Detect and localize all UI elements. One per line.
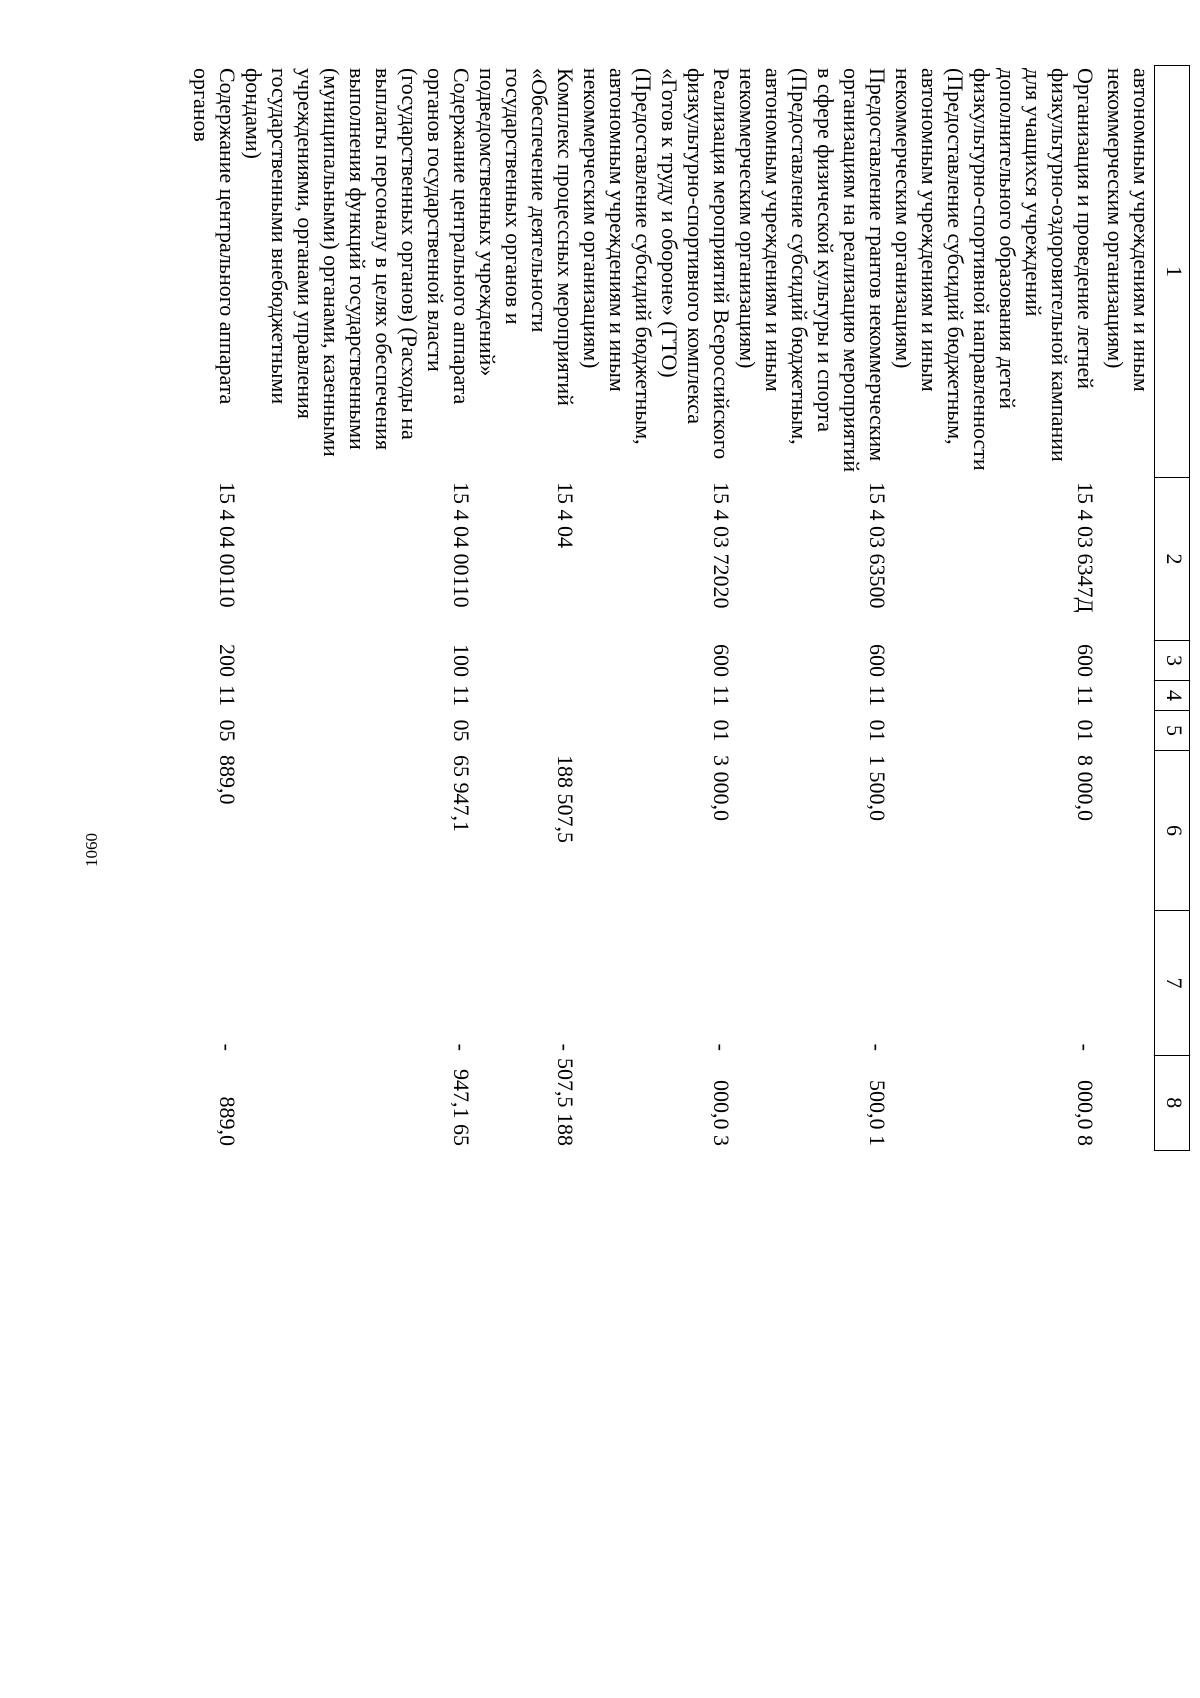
row-amount-col7: - (865, 1043, 891, 1051)
table-row (189, 66, 241, 1151)
row-description: автономным учреждениям и иным некоммерческим организациям) (1103, 68, 1154, 392)
row-expense-type: 600 (709, 644, 735, 677)
budget-table-sheet (155, 65, 1190, 1645)
row-subsection: 05 (215, 719, 241, 742)
header-col-5: 5 (1155, 711, 1190, 751)
header-col-4: 4 (1155, 681, 1190, 711)
row-amount-col7: - (1073, 1043, 1099, 1051)
row-description: Содержание центрального аппарата органов государственной власти (государственных органов) (Расходы на выплаты персоналу в целях обеспечения выполнения функций государственными (муниципальными) органами, казенными учреждениями, органами управления государственными внебюджетными фондами) (241, 68, 475, 457)
row-amount-col8: 188 507,5 (553, 1058, 579, 1146)
row-amount-col7: - (709, 1043, 735, 1051)
row-expense-type (1099, 641, 1155, 681)
table-row (579, 66, 735, 1151)
row-amount-col6 (1099, 751, 1155, 911)
header-col-2: 2 (1155, 478, 1190, 641)
row-subsection (1099, 711, 1155, 751)
row-expense-type (475, 641, 579, 681)
row-amount-col7: - (449, 1043, 475, 1051)
row-amount-col8: 8 000,0 (1073, 1080, 1099, 1146)
row-description: Предоставление грантов некоммерческим организациям на реализацию мероприятий в сфере физической культуры и спорта (Предоставление субсидий бюджетным, автономным учреждениям и иным некоммерческим организациям) (735, 68, 891, 473)
row-target-code: 15 4 04 00110 (215, 482, 241, 608)
row-amount-col6: 65 947,1 (449, 755, 475, 832)
row-target-code (1099, 478, 1155, 641)
table-row (891, 66, 1099, 1151)
table-row (475, 66, 579, 1151)
row-amount-col8: 3 000,0 (709, 1080, 735, 1146)
table-row (241, 66, 475, 1151)
row-amount-col6: 8 000,0 (1073, 755, 1099, 821)
row-expense-type: 200 (215, 644, 241, 677)
row-amount-col7: - (215, 1043, 241, 1051)
row-subsection: 01 (709, 719, 735, 742)
row-amount-col6: 889,0 (215, 755, 241, 805)
row-target-code: 15 4 03 72020 (709, 482, 735, 609)
row-expense-type: 100 (449, 644, 475, 677)
row-amount-col6: 3 000,0 (709, 755, 735, 821)
row-amount-col6: 188 507,5 (553, 755, 579, 843)
row-section: 11 (865, 684, 891, 707)
row-description: Комплекс процессных мероприятий «Обеспечение деятельности государственных органов и подведомственных учреждений» (475, 68, 579, 406)
header-col-6: 6 (1155, 751, 1190, 911)
budget-table (189, 65, 1191, 1151)
table-row (1099, 66, 1155, 1151)
row-target-code: 15 4 04 (553, 482, 579, 548)
row-amount-col8 (1099, 1056, 1155, 1151)
row-description: Реализация мероприятий Всероссийского физкультурно-спортивного комплекса «Готов к труду и обороне» (ГТО) (Предоставление субсидий бюджетным, автономным учреждениям и иным некоммерческим организациям) (579, 68, 735, 460)
row-target-code: 15 4 04 00110 (449, 482, 475, 608)
row-subsection: 01 (865, 719, 891, 742)
row-subsection: 05 (449, 719, 475, 742)
row-section (475, 681, 579, 711)
header-col-8: 8 (1155, 1056, 1190, 1151)
row-expense-type: 600 (1073, 644, 1099, 677)
row-amount-col8: 65 947,1 (449, 1069, 475, 1146)
row-amount-col6: 1 500,0 (865, 755, 891, 821)
row-description: Организация и проведение летней физкультурно-оздоровительной кампании для учащихся учреждений дополнительного образования детей физкультурно-спортивной направленности (Предоставление субсидий бюджетным, автономным учреждениям и иным некоммерческим организациям) (891, 68, 1099, 471)
row-amount-col8: 1 500,0 (865, 1080, 891, 1146)
page-number: 1060 (82, 833, 101, 867)
row-subsection (475, 711, 579, 751)
row-subsection: 01 (1073, 719, 1099, 742)
row-amount-col8: 889,0 (215, 1096, 241, 1146)
header-col-7: 7 (1155, 911, 1190, 1056)
row-section: 11 (1073, 684, 1099, 707)
header-col-3: 3 (1155, 641, 1190, 681)
row-section: 11 (449, 684, 475, 707)
row-section (1099, 681, 1155, 711)
row-section: 11 (215, 684, 241, 707)
row-expense-type: 600 (865, 644, 891, 677)
row-target-code: 15 4 03 63500 (865, 482, 891, 609)
header-row (1155, 66, 1190, 1151)
table-row (735, 66, 891, 1151)
row-target-code: 15 4 03 6347Д (1073, 482, 1099, 613)
row-amount-col7 (1099, 911, 1155, 1056)
header-col-1: 1 (1155, 66, 1190, 478)
row-amount-col7: - (553, 1043, 579, 1051)
row-section: 11 (709, 684, 735, 707)
row-description: Содержание центрального аппарата органов (189, 68, 241, 405)
